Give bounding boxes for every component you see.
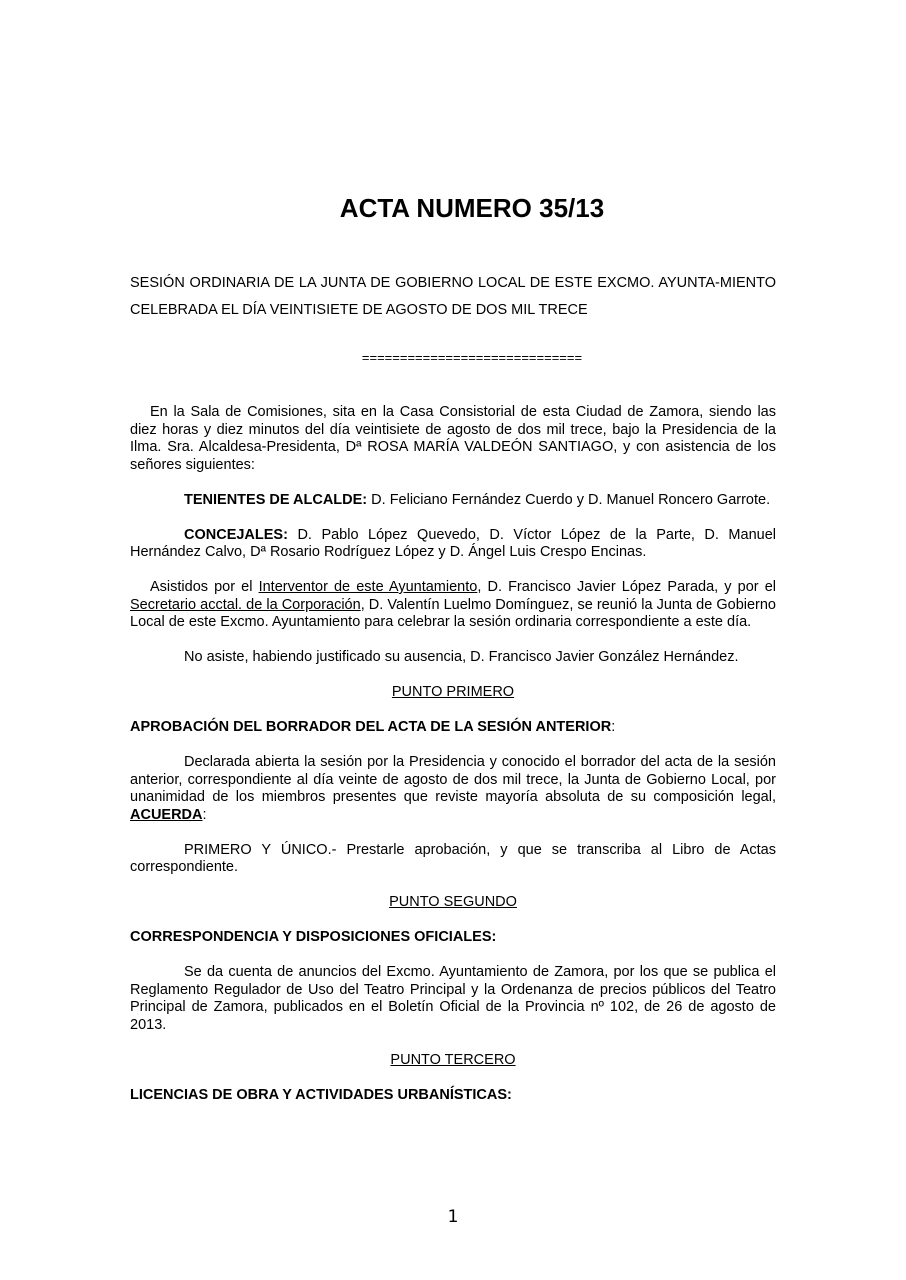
punto-primero-heading [130,684,776,702]
asistidos-text-1: Asistidos por el [150,579,259,595]
tenientes-paragraph [130,492,776,510]
secretario-link: Secretario acctal. de la Corporación [130,596,361,613]
punto-segundo-heading-text: PUNTO SEGUNDO [389,894,517,910]
punto-primero-title-text: APROBACIÓN DEL BORRADOR DEL ACTA DE LA SESIÓN ANTERIOR [130,719,612,735]
acuerda-suffix: : [202,806,207,823]
separator-line: ============================= [361,350,583,365]
punto-segundo-title: CORRESPONDENCIA Y DISPOSICIONES OFICIALES: [130,929,497,945]
document-body [130,404,776,1122]
no-asiste-paragraph: No asiste, habiendo justificado su ausencia, D. Francisco Javier González Hernández. [184,649,739,665]
punto-segundo-paragraph: Se da cuenta de anuncios del Excmo. Ayuntamiento de Zamora, por los que se publica el Reglamento Regulador de Uso del Teatro Principal y la Ordenanza de precios públicos del Teatro Principal de Zamora, publicados en el Boletín Oficial de la Provincia nº 102, de 26 de agosto de 2013. [130,964,776,1033]
punto-tercero-heading-text: PUNTO TERCERO [390,1051,516,1068]
concejales-label: CONCEJALES: [184,526,288,543]
session-header: SESIÓN ORDINARIA DE LA JUNTA DE GOBIERNO LOCAL DE ESTE EXCMO. AYUNTA-MIENTO CELEBRADA EL DÍA VEINTISIETE DE AGOSTO DE DOS MIL TRECE [130,275,776,318]
document-title: ACTA NUMERO 35/13 [339,193,605,223]
asistidos-paragraph [130,579,776,632]
interventor-link: Interventor de este Ayuntamiento [258,579,478,595]
intro-paragraph: En la Sala de Comisiones, sita en la Casa Consistorial de esta Ciudad de Zamora, siendo las diez horas y diez minutos del día veintisiete de agosto de dos mil trece, bajo la Presidencia de la Ilma. Sra. Alcaldesa-Presidenta, Dª ROSA MARÍA VALDEÓN SANTIAGO, y con asistencia de los señores siguientes: [130,404,776,473]
punto-segundo-heading [130,894,776,912]
punto-primero-para-text: Declarada abierta la sesión por la Presidencia y conocido el borrador del acta de la sesión anterior, correspondiente al día veinte de agosto de dos mil trece, la Junta de Gobierno Local, por unanimidad de los miembros presentes que reviste mayoría absoluta de su composición legal, [130,754,776,805]
punto-primero-paragraph [130,754,776,824]
punto-primero-title [130,719,776,737]
acuerda-keyword: ACUERDA [130,806,203,823]
punto-primero-heading-text: PUNTO PRIMERO [391,684,515,700]
concejales-text: D. Pablo López Quevedo, D. Víctor López de la Parte, D. Manuel Hernández Calvo, Dª Rosario Rodríguez López y D. Ángel Luis Crespo Encinas. [130,526,776,560]
asistidos-text-3: , D. Valentín Luelmo Domínguez, se reunió la Junta de Gobierno Local de este Excmo. Ayuntamiento para celebrar la sesión ordinaria correspondiente a este día. [130,596,776,630]
tenientes-label: TENIENTES DE ALCALDE: [184,491,368,508]
punto-tercero-heading [130,1052,776,1070]
punto-tercero-title: LICENCIAS DE OBRA Y ACTIVIDADES URBANÍSTICAS: [130,1086,512,1103]
tenientes-text: D. Feliciano Fernández Cuerdo y D. Manuel Roncero Garrote. [367,491,771,508]
concejales-paragraph [130,527,776,562]
punto-primero-resolution: PRIMERO Y ÚNICO.- Prestarle aprobación, y que se transcriba al Libro de Actas correspondiente. [130,841,776,875]
asistidos-text-2: , D. Francisco Javier López Parada, y por el [477,579,776,595]
page-number: 1 [447,1207,459,1227]
punto-primero-title-suffix: : [611,719,616,735]
